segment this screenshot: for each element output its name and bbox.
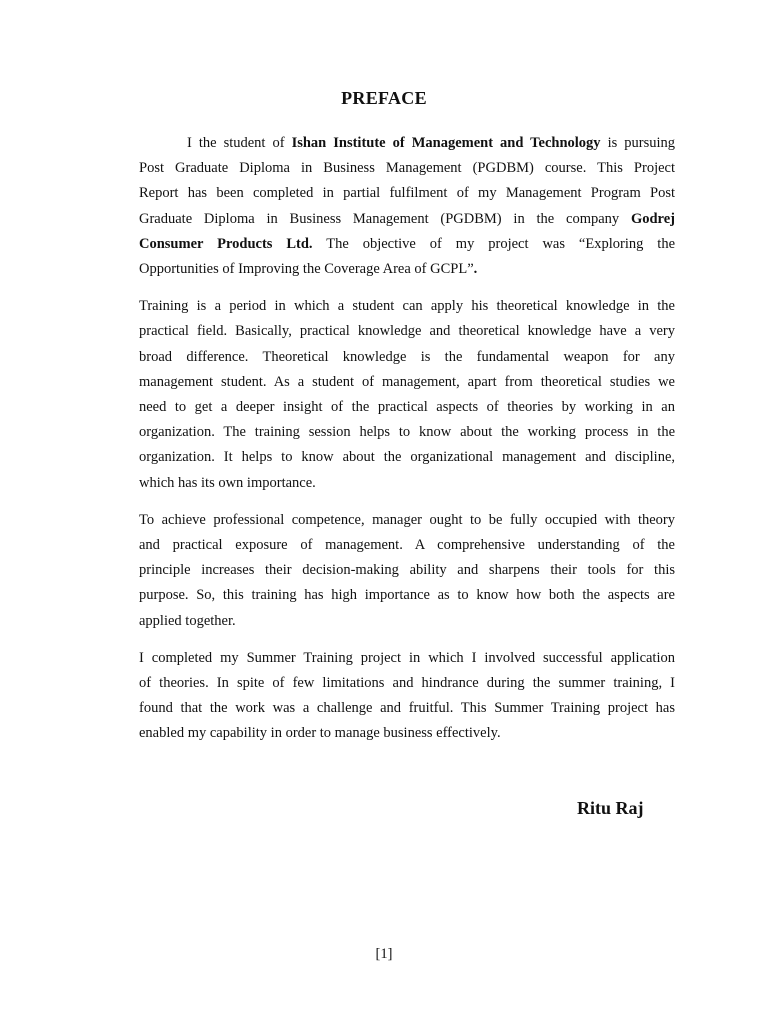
text-run: To achieve professional competence, manager ought to be fully occupied with theory bbox=[139, 511, 675, 528]
page-number: [1] bbox=[375, 946, 393, 962]
text-run: found that the work was a challenge and fruitful. This Summer Training project has bbox=[139, 700, 675, 717]
text-run: organization. The training session helps to know about the working process in the bbox=[139, 424, 675, 441]
text-line bbox=[139, 131, 675, 156]
text-run: I completed my Summer Training project in which I involved successful application bbox=[139, 649, 675, 666]
text-line bbox=[139, 294, 675, 319]
text-line bbox=[139, 319, 675, 344]
text-line bbox=[139, 181, 675, 206]
text-run: Graduate Diploma in Business Management (PGDBM) in the company bbox=[139, 210, 631, 227]
text-line bbox=[139, 395, 675, 420]
text-run: Post Graduate Diploma in Business Management (PGDBM) course. This Project bbox=[139, 160, 675, 177]
text-run: The objective of my project was “Exploring the bbox=[312, 235, 676, 252]
text-run: of theories. In spite of few limitations and hindrance during the summer training, I bbox=[139, 675, 675, 692]
paragraph bbox=[139, 131, 675, 282]
text-line bbox=[139, 207, 675, 232]
text-line bbox=[139, 696, 675, 721]
text-run: broad difference. Theoretical knowledge is the fundamental weapon for any bbox=[139, 348, 675, 365]
text-line bbox=[139, 583, 675, 608]
text-line bbox=[139, 646, 675, 671]
text-line bbox=[139, 721, 675, 746]
page-title: PREFACE bbox=[341, 88, 427, 108]
paragraph bbox=[139, 294, 675, 496]
text-run: is pursuing bbox=[600, 135, 676, 151]
text-line bbox=[139, 445, 675, 470]
bold-text: . bbox=[473, 261, 478, 278]
text-line bbox=[139, 533, 675, 558]
text-line bbox=[139, 370, 675, 395]
text-run: need to get a deeper insight of the practical aspects of theories by working in an bbox=[139, 399, 675, 416]
bold-text: Consumer Products Ltd. bbox=[139, 235, 313, 252]
text-run: and practical exposure of management. A comprehensive understanding of the bbox=[139, 537, 675, 554]
text-run: management student. As a student of management, apart from theoretical studies we bbox=[139, 373, 675, 390]
text-run: Opportunities of Improving the Coverage Area of GCPL” bbox=[139, 261, 474, 278]
paragraph bbox=[139, 508, 675, 634]
text-line bbox=[139, 156, 675, 181]
text-line bbox=[139, 558, 675, 583]
text-run: principle increases their decision-making ability and sharpens their tools for this bbox=[139, 562, 675, 579]
text-line bbox=[139, 257, 675, 282]
paragraph bbox=[139, 646, 675, 747]
text-run: applied together. bbox=[139, 612, 236, 629]
bold-text: Ishan Institute of Management and Technology bbox=[291, 135, 601, 151]
text-line bbox=[139, 345, 675, 370]
text-line bbox=[139, 471, 675, 496]
text-line bbox=[139, 609, 675, 634]
text-run: organization. It helps to know about the organizational management and discipline, bbox=[139, 449, 675, 466]
text-run: Training is a period in which a student can apply his theoretical knowledge in the bbox=[139, 298, 675, 315]
author-name: Ritu Raj bbox=[577, 798, 644, 818]
text-line bbox=[139, 420, 675, 445]
text-run: practical field. Basically, practical knowledge and theoretical knowledge have a very bbox=[139, 323, 675, 340]
text-run: I the student of bbox=[187, 135, 292, 151]
text-run: enabled my capability in order to manage business effectively. bbox=[139, 725, 501, 742]
text-run: purpose. So, this training has high importance as to know how both the aspects are bbox=[139, 587, 675, 604]
text-line bbox=[139, 508, 675, 533]
text-line bbox=[139, 232, 675, 257]
text-run: Report has been completed in partial fulfilment of my Management Program Post bbox=[139, 185, 675, 202]
preface-body bbox=[139, 131, 675, 759]
bold-text: Godrej bbox=[630, 210, 675, 227]
text-run: which has its own importance. bbox=[139, 474, 316, 491]
text-line bbox=[139, 671, 675, 696]
